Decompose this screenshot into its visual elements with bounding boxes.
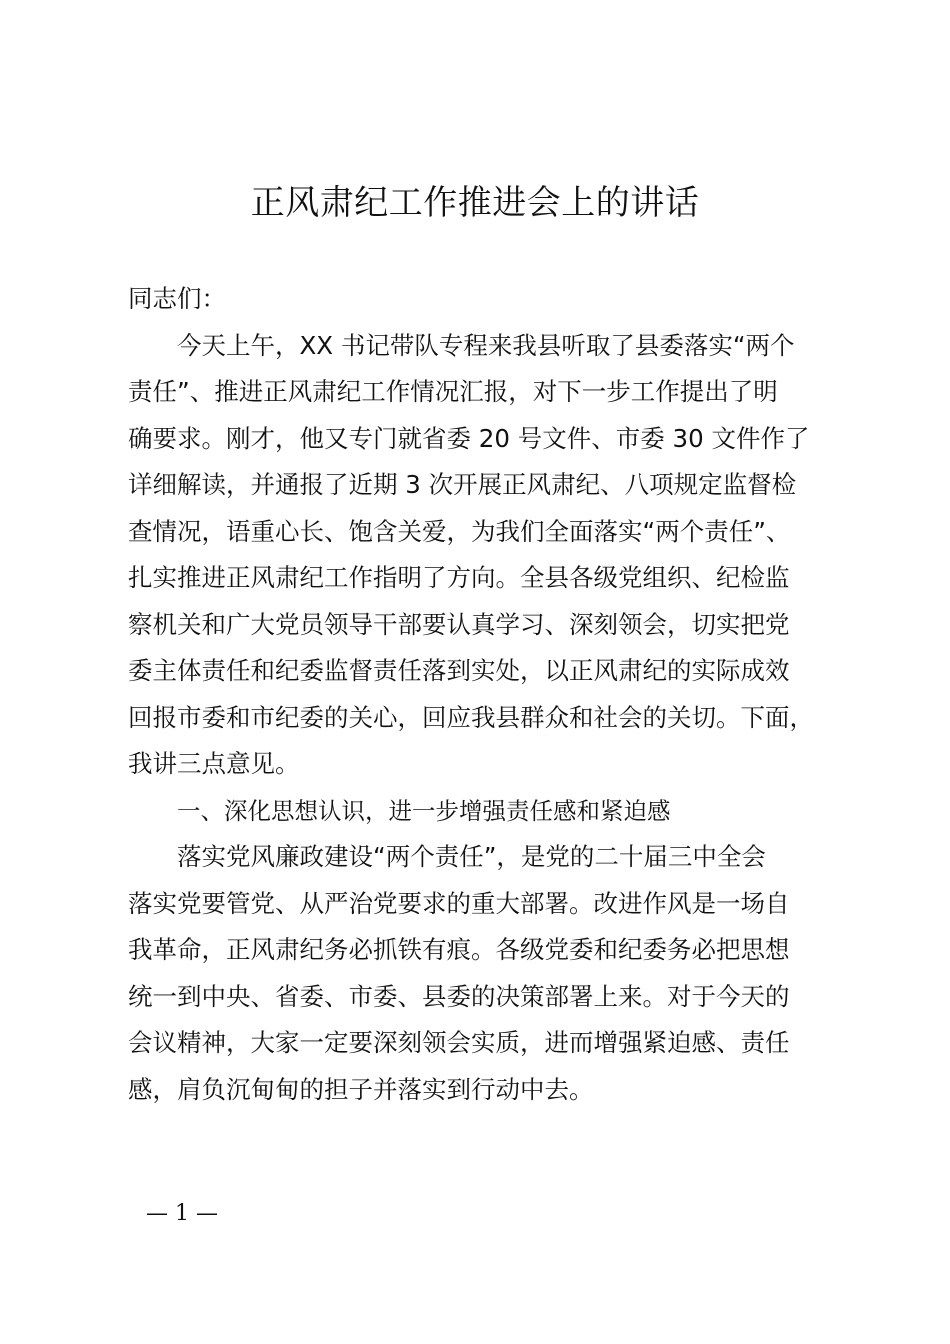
paragraph-2: [128, 834, 824, 1113]
document-title: 正风肃纪工作推进会上的讲话: [250, 183, 700, 223]
paragraph-2-line: 我革命，正风肃纪务必抓铁有痕。各级党委和纪委务必把思想: [128, 935, 790, 964]
paragraph-1-line: 详细解读，并通报了近期 3 次开展正风肃纪、八项规定监督检: [128, 470, 797, 499]
paragraph-2-line: 落实党要管党、从严治党要求的重大部署。改进作风是一场自: [128, 888, 790, 918]
paragraph-1-line: 委主体责任和纪委监督责任落到实处，以正风肃纪的实际成效: [128, 656, 790, 685]
paragraph-1-line: 回报市委和市纪委的关心，回应我县群众和社会的关切。下面，: [128, 702, 814, 732]
paragraph-1-line: 察机关和广大党员领导干部要认真学习、深刻领会，切实把党: [128, 609, 790, 639]
section-1-heading: 一、深化思想认识，进一步增强责任感和紧迫感: [177, 796, 671, 825]
paragraph-2-line: 会议精神，大家一定要深刻领会实质，进而增强紧迫感、责任: [128, 1028, 790, 1057]
paragraph-1: [128, 323, 824, 788]
paragraph-1-line: 查情况，语重心长、饱含关爱，为我们全面落实“两个责任”、: [128, 516, 791, 546]
paragraph-2-line: 统一到中央、省委、市委、县委的决策部署上来。对于今天的: [128, 981, 790, 1011]
document-body: [128, 276, 824, 1113]
paragraph-1-line: 今天上午，XX 书记带队专程来我县听取了县委落实“两个: [177, 330, 795, 360]
paragraph-2-line: 感，肩负沉甸甸的担子并落实到行动中去。: [128, 1074, 594, 1104]
page-number: — 1 —: [146, 1201, 218, 1226]
salutation: 同志们：: [128, 284, 226, 313]
paragraph-1-line: 责任”、推进正风肃纪工作情况汇报，对下一步工作提出了明: [128, 377, 778, 406]
paragraph-2-line: 落实党风廉政建设“两个责任”，是党的二十届三中全会: [177, 842, 766, 871]
paragraph-1-line: 确要求。刚才，他又专门就省委 20 号文件、市委 30 文件作了: [128, 423, 810, 453]
paragraph-1-line: 我讲三点意见。: [128, 749, 300, 778]
paragraph-1-line: 扎实推进正风肃纪工作指明了方向。全县各级党组织、纪检监: [128, 563, 790, 592]
